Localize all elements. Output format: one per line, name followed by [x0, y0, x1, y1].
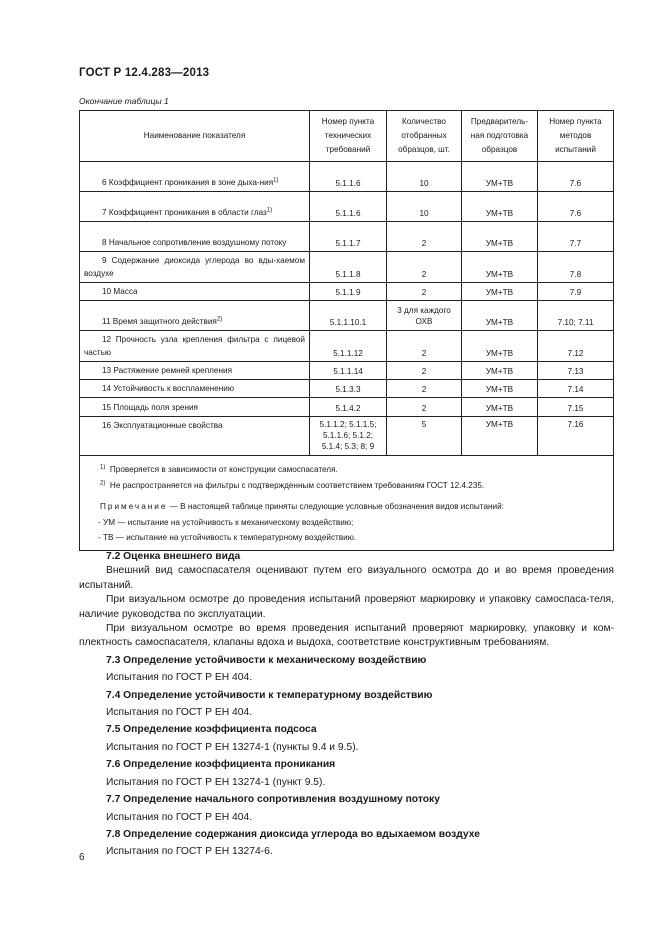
row-indicator-name: 6 Коэффициент проникания в зоне дыха-ния$^{1)}$ — [80, 162, 310, 192]
row-quantity: 2 — [387, 252, 462, 283]
section-7-7-title: 7.7 Определение начального сопротивления воздушному потоку — [106, 794, 440, 806]
section-7-8-text: Испытания по ГОСТ Р ЕН 13274-6. — [106, 846, 273, 858]
header-requirements: Номер пункта технических требований — [310, 111, 387, 162]
section-7-2-p2: При визуальном осмотре до проведения испытаний проверяют маркировку и упаковку самоспаса-теля, наличие руководства по эксплуатации. — [79, 594, 614, 620]
row-quantity: 2 — [387, 331, 462, 362]
section-7-2-title: 7.2 Оценка внешнего вида — [106, 551, 241, 562]
row-quantity: 5 — [387, 417, 462, 456]
row-requirements: 5.1.1.6 — [310, 162, 387, 192]
row-method: 7.16 — [538, 417, 614, 456]
row-indicator-name: 7 Коэффициент проникания в области глаз$^{1)}$ — [80, 192, 310, 222]
section-7-3-title: 7.3 Определение устойчивости к механическому воздействию — [106, 654, 427, 666]
row-indicator-name: 11 Время защитного действия$^{2)}$ — [80, 301, 310, 331]
row-indicator-name: 12 Прочность узла крепления фильтра с лицевой частью — [80, 331, 310, 362]
row-requirements: 5.1.1.12 — [310, 331, 387, 362]
row-preparation: УМ+ТВ — [462, 222, 538, 252]
section-7-4-text: Испытания по ГОСТ Р ЕН 404. — [106, 707, 253, 719]
row-requirements: 5.1.1.14 — [310, 362, 387, 380]
row-preparation: УМ+ТВ — [462, 283, 538, 301]
row-method: 7.13 — [538, 362, 614, 380]
table-header-row — [80, 111, 614, 162]
row-requirements: 5.1.1.6 — [310, 192, 387, 222]
note-item-um: - УМ — испытание на устойчивость к механическому воздействию; — [98, 517, 354, 527]
row-preparation: УМ+ТВ — [462, 398, 538, 417]
row-requirements: 5.1.1.8 — [310, 252, 387, 283]
header-indicator: Наименование показателя — [80, 111, 310, 162]
header-preparation: Предваритель-ная подготовка образцов — [462, 111, 538, 162]
header-method: Номер пункта методов испытаний — [538, 111, 614, 162]
results-table — [79, 110, 614, 551]
table-row — [80, 417, 614, 456]
table-row — [80, 380, 614, 398]
row-method: 7.15 — [538, 398, 614, 417]
table-row — [80, 398, 614, 417]
row-quantity: 2 — [387, 362, 462, 380]
row-method: 7.8 — [538, 252, 614, 283]
section-7-3-text: Испытания по ГОСТ Р ЕН 404. — [106, 672, 253, 684]
row-indicator-name: 15 Площадь поля зрения — [80, 398, 310, 417]
header-quantity: Количество отобранных образцов, шт. — [387, 111, 462, 162]
row-preparation: УМ+ТВ — [462, 331, 538, 362]
row-indicator-name: 13 Растяжение ремней крепления — [80, 362, 310, 380]
row-method: 7.10; 7.11 — [538, 301, 614, 331]
row-requirements: 5.1.1.9 — [310, 283, 387, 301]
row-indicator-name: 16 Эксплуатационные свойства — [80, 417, 310, 456]
row-method: 7.12 — [538, 331, 614, 362]
row-preparation: УМ+ТВ — [462, 162, 538, 192]
section-7-6-title: 7.6 Определение коэффициента проникания — [106, 759, 336, 771]
row-quantity: 2 — [387, 283, 462, 301]
table-row — [80, 222, 614, 252]
table-row — [80, 192, 614, 222]
row-requirements: 5.1.4.2 — [310, 398, 387, 417]
row-requirements: 5.1.1.2; 5.1.1.5; 5.1.1.6; 5.1.2; 5.1.4; 5.3; 8; 9 — [310, 417, 387, 456]
table-note: Примечание — В настоящей таблице приняты следующие условные обозначения видов испытаний: — [100, 502, 504, 511]
table-row — [80, 362, 614, 380]
table-row — [80, 162, 614, 192]
section-7-6-text: Испытания по ГОСТ Р ЕН 13274-1 (пункт 9.5). — [106, 776, 326, 788]
row-preparation: УМ+ТВ — [462, 380, 538, 398]
section-7-5-text: Испытания по ГОСТ Р ЕН 13274-1 (пункты 9.4 и 9.5). — [106, 741, 359, 753]
table-row — [80, 252, 614, 283]
row-preparation: УМ+ТВ — [462, 301, 538, 331]
row-method: 7.14 — [538, 380, 614, 398]
sections-block — [79, 550, 614, 860]
row-requirements: 5.1.1.10.1 — [310, 301, 387, 331]
footnote-1: $^{1)}$ Проверяется в зависимости от конструкции самоспасателя. — [100, 464, 338, 474]
table-row — [80, 283, 614, 301]
row-indicator-name: 10 Масса — [80, 283, 310, 301]
row-method: 7.6 — [538, 192, 614, 222]
row-method: 7.6 — [538, 162, 614, 192]
section-7-5-title: 7.5 Определение коэффициента подсоса — [106, 724, 317, 736]
row-method: 7.9 — [538, 283, 614, 301]
row-indicator-name: 9 Содержание диоксида углерода во вды-хаемом воздухе — [80, 252, 310, 283]
row-quantity: 2 — [387, 380, 462, 398]
section-7-7-text: Испытания по ГОСТ Р ЕН 404. — [106, 811, 253, 823]
row-preparation: УМ+ТВ — [462, 362, 538, 380]
row-method: 7.7 — [538, 222, 614, 252]
row-quantity: 10 — [387, 162, 462, 192]
row-indicator-name: 14 Устойчивость к воспламенению — [80, 380, 310, 398]
note-item-tv: - ТВ — испытание на устойчивость к температурному воздействию. — [98, 533, 357, 542]
section-7-8-title: 7.8 Определение содержания диоксида углерода во вдыхаемом воздухе — [106, 828, 480, 840]
page-number: 6 — [79, 852, 85, 863]
document-header: ГОСТ Р 12.4.283—2013 — [79, 67, 210, 79]
row-preparation: УМ+ТВ — [462, 417, 538, 456]
row-requirements: 5.1.1.7 — [310, 222, 387, 252]
section-7-2-p3: При визуальном осмотре во время проведения испытаний проверяют маркировку, упаковку и ком-плектность самоспасателя, клапаны вдоха и выдоха, соответствие конструктивным требованиям. — [79, 623, 614, 649]
notes-cell — [80, 456, 614, 551]
row-preparation: УМ+ТВ — [462, 252, 538, 283]
row-quantity: 2 — [387, 398, 462, 417]
row-indicator-name: 8 Начальное сопротивление воздушному потоку — [80, 222, 310, 252]
section-7-4-title: 7.4 Определение устойчивости к температурному воздействию — [106, 689, 433, 701]
table-caption: Окончание таблицы 1 — [79, 96, 169, 106]
section-7-2-p1: Внешний вид самоспасателя оценивают путем его визуального осмотра до и во время проведения испытаний. — [79, 565, 614, 591]
row-quantity: 3 для каждого ОХВ — [387, 301, 462, 331]
table-row — [80, 301, 614, 331]
row-preparation: УМ+ТВ — [462, 192, 538, 222]
row-quantity: 10 — [387, 192, 462, 222]
table-row — [80, 331, 614, 362]
footnote-2: $^{2)}$ Не распространяется на фильтры с подтвержденным соответствием требованиям ГОСТ 12.4.235. — [100, 479, 485, 490]
row-quantity: 2 — [387, 222, 462, 252]
notes-row — [80, 456, 614, 551]
row-requirements: 5.1.3.3 — [310, 380, 387, 398]
